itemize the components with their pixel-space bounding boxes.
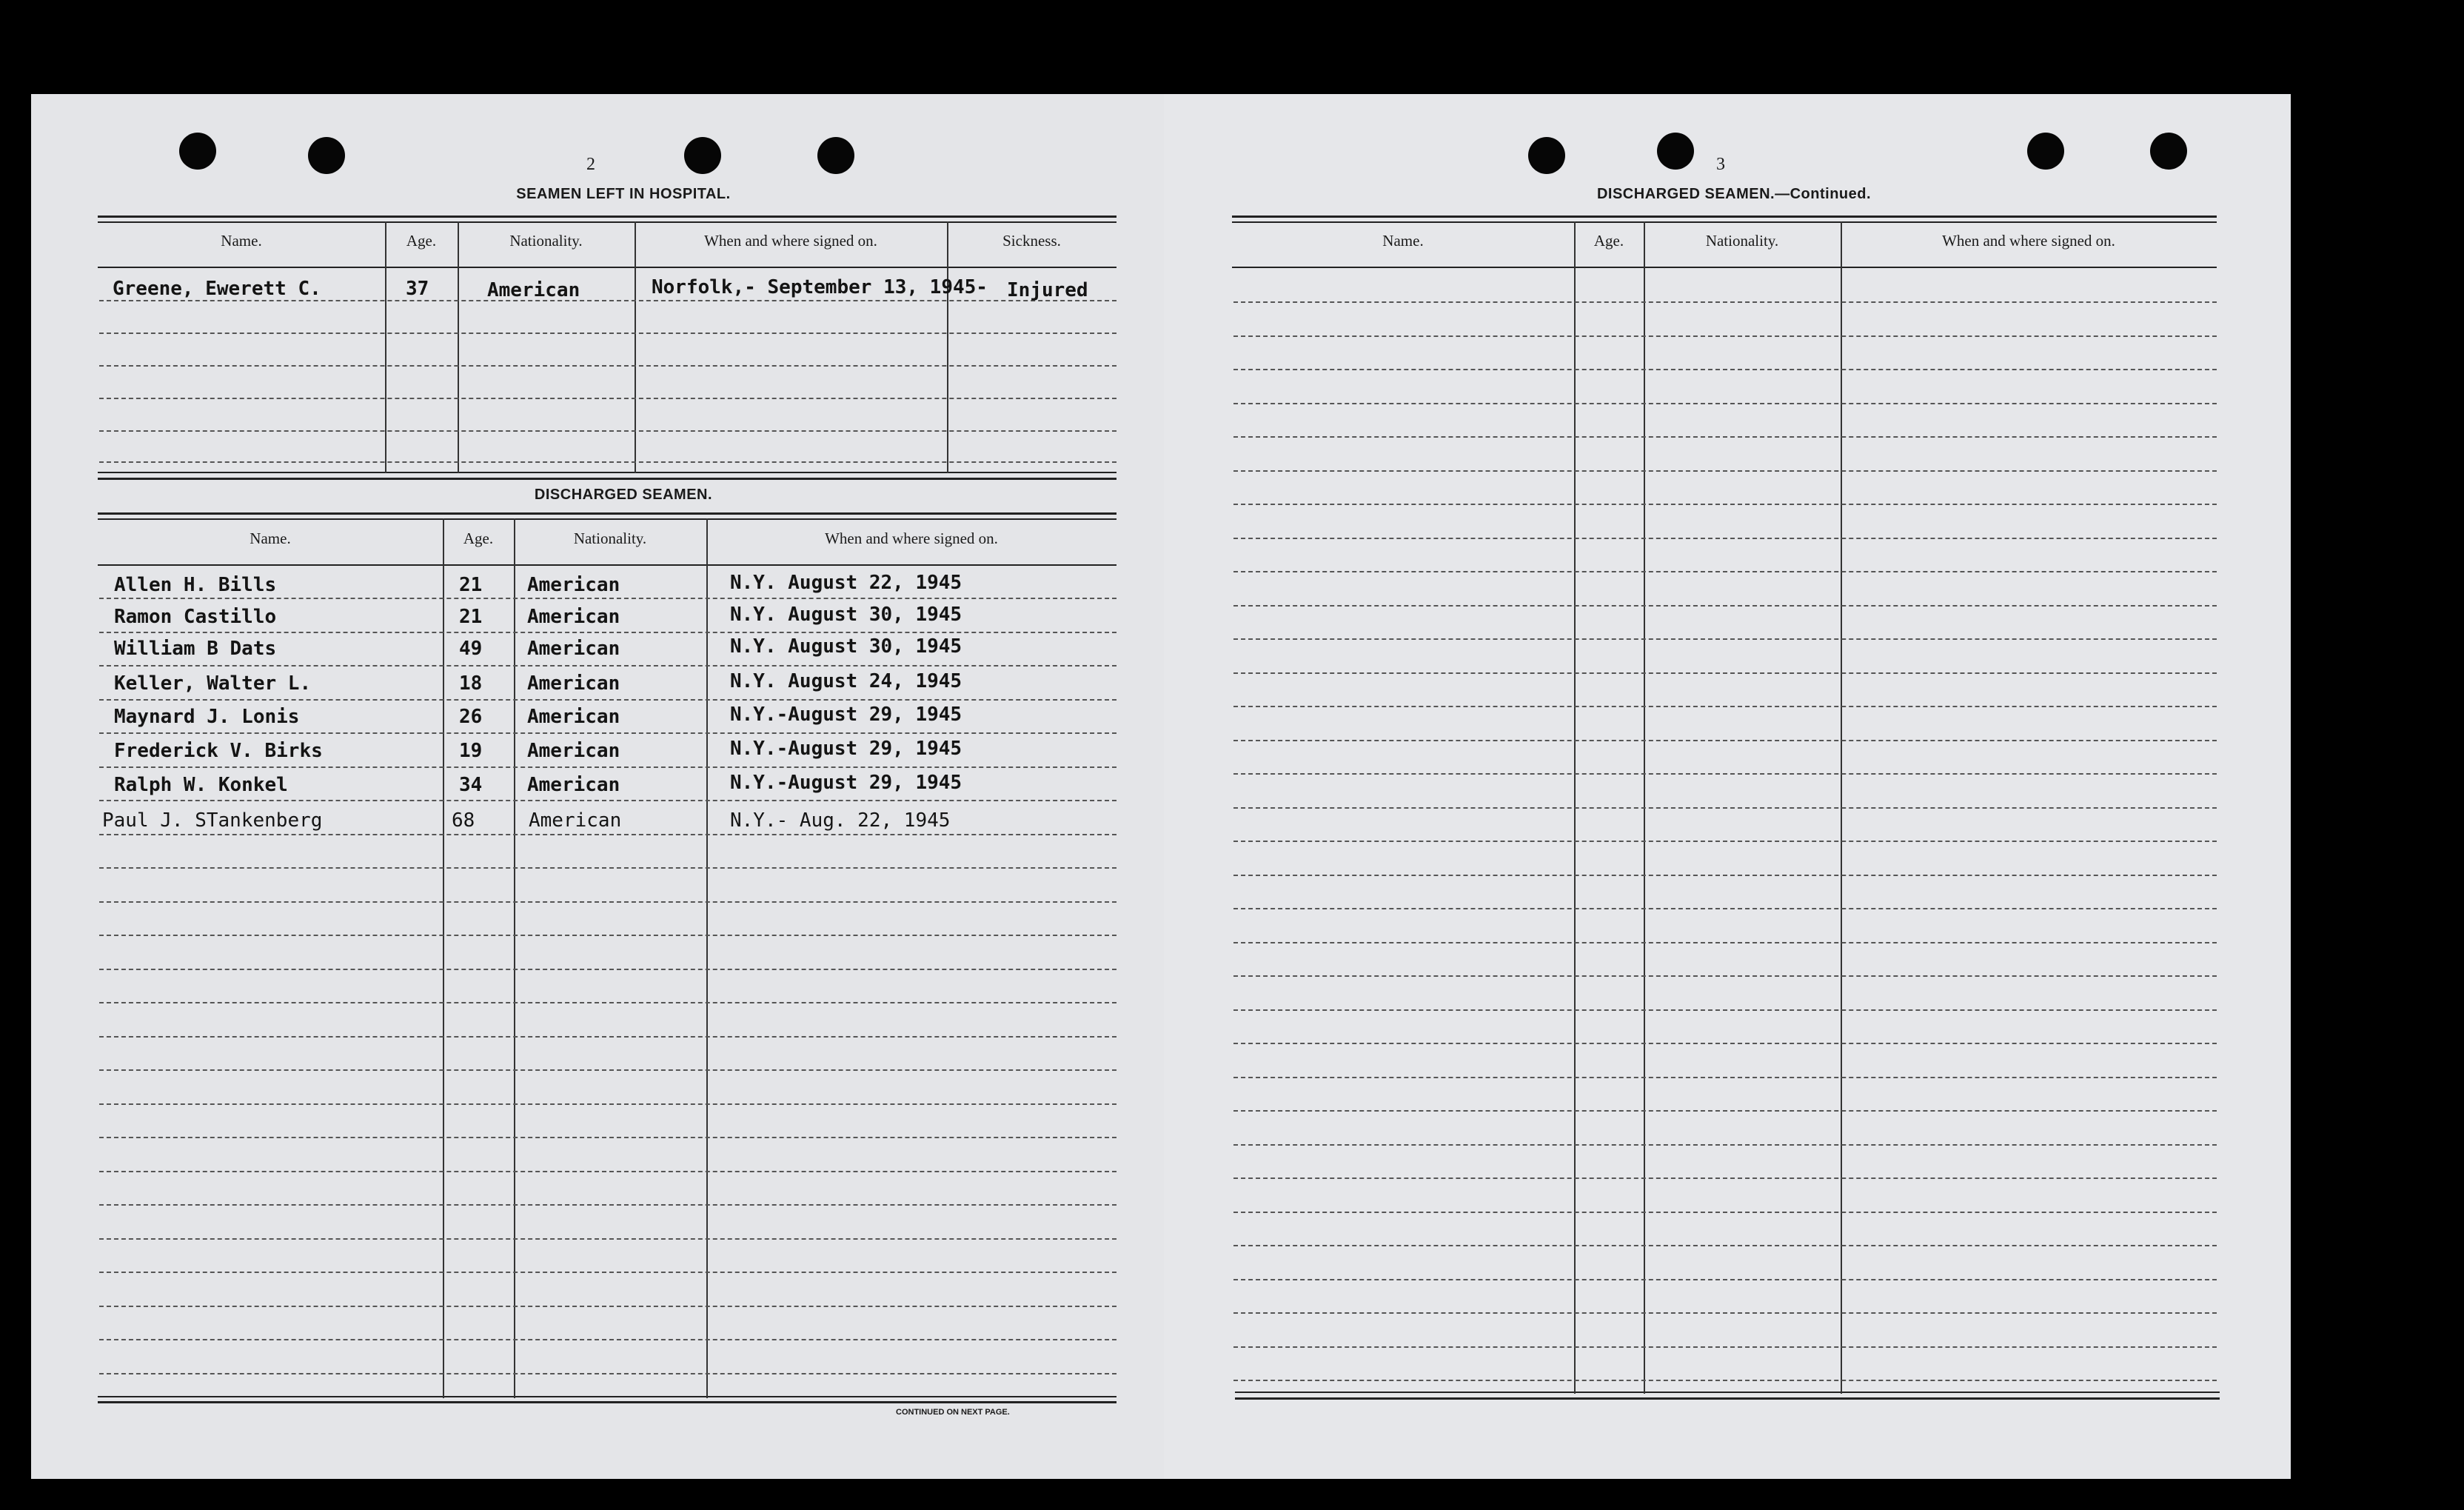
row-signed-on: N.Y.-August 29, 1945 [730, 704, 962, 726]
row-line [99, 1171, 1116, 1172]
right-header-signed-on: When and where signed on. [1942, 232, 2115, 250]
row-line [99, 1238, 1116, 1240]
row-line [1233, 841, 2217, 842]
rule [1235, 1392, 2220, 1393]
row-nationality: American [527, 606, 620, 628]
row-line [1233, 1279, 2217, 1280]
right-header-name: Name. [1382, 232, 1424, 250]
left-page [31, 94, 1164, 1479]
discharged-header-name: Name. [250, 529, 291, 547]
punch-hole-5 [1528, 137, 1565, 174]
column-divider [706, 518, 708, 1398]
row-name: Keller, Walter L. [114, 672, 312, 695]
hospital-header-signed-on: When and where signed on. [704, 232, 877, 250]
page-number: 2 [586, 155, 595, 174]
row-line [1233, 1009, 2217, 1011]
row-line [99, 1306, 1116, 1307]
row-nationality: American [527, 672, 620, 695]
row-signed-on: N.Y.-August 29, 1945 [730, 738, 962, 760]
right-header-age: Age. [1593, 232, 1624, 250]
row-age: 21 [459, 574, 483, 596]
punch-hole-6 [1657, 133, 1694, 170]
row-line [99, 766, 1116, 768]
row-line [99, 834, 1116, 835]
row-signed-on: N.Y. August 30, 1945 [730, 635, 962, 658]
row-line [99, 901, 1116, 903]
row-line [1233, 571, 2217, 572]
row-name: Ramon Castillo [114, 606, 277, 628]
row-line [99, 1002, 1116, 1003]
column-divider [458, 221, 459, 473]
punch-hole-3 [684, 137, 721, 174]
rule [98, 478, 1116, 480]
row-line [99, 632, 1116, 633]
row-line [1233, 301, 2217, 303]
row-line [1233, 1144, 2217, 1146]
row-line [99, 598, 1116, 599]
row-line [1233, 436, 2217, 438]
row-name: Maynard J. Lonis [114, 706, 300, 728]
row-line [1233, 538, 2217, 539]
row-age: 21 [459, 606, 483, 628]
row-signed-on: N.Y.- Aug. 22, 1945 [730, 809, 951, 832]
row-line [1233, 1380, 2217, 1381]
row-line [1233, 975, 2217, 977]
row-line [1233, 773, 2217, 775]
row-line [99, 665, 1116, 667]
rule [98, 518, 1116, 520]
hospital-row-nationality: American [487, 279, 580, 301]
row-line [1233, 1110, 2217, 1112]
row-nationality: American [527, 774, 620, 796]
hospital-row-name: Greene, Ewerett C. [113, 278, 321, 300]
row-nationality: American [527, 574, 620, 596]
row-line [1233, 1312, 2217, 1314]
row-line [99, 333, 1116, 334]
hospital-row-age: 37 [406, 278, 429, 300]
row-signed-on: N.Y. August 22, 1945 [730, 572, 962, 594]
row-line [1233, 1346, 2217, 1348]
row-line [99, 800, 1116, 801]
row-signed-on: N.Y.-August 29, 1945 [730, 772, 962, 794]
row-age: 68 [452, 809, 475, 832]
rule [98, 1401, 1116, 1403]
row-line [99, 699, 1116, 701]
row-name: William B Dats [114, 638, 277, 660]
rule [1232, 216, 2217, 218]
column-divider [947, 221, 948, 473]
discharged-header-age: Age. [463, 529, 494, 547]
row-name: Frederick V. Birks [114, 740, 323, 762]
row-age: 34 [459, 774, 483, 796]
right-page [1164, 94, 2291, 1479]
row-line [1233, 706, 2217, 707]
discharged-header-signed-on: When and where signed on. [825, 529, 998, 547]
rule [98, 216, 1116, 218]
row-line [99, 1069, 1116, 1071]
continued-section-title: DISCHARGED SEAMEN.—Continued. [1596, 186, 1872, 202]
row-line [99, 461, 1116, 463]
column-divider [514, 518, 515, 1398]
row-age: 49 [459, 638, 483, 660]
hospital-header-nationality: Nationality. [509, 232, 583, 250]
row-line [99, 365, 1116, 367]
row-line [1233, 1077, 2217, 1078]
continued-note: CONTINUED ON NEXT PAGE. [896, 1408, 1010, 1417]
punch-hole-8 [2150, 133, 2187, 170]
column-divider [385, 221, 386, 473]
punch-hole-7 [2027, 133, 2064, 170]
rule [1232, 221, 2217, 223]
row-line [1233, 403, 2217, 404]
row-line [1233, 672, 2217, 674]
header-rule [98, 267, 1116, 268]
row-nationality: American [529, 809, 622, 832]
discharged-section-title: DISCHARGED SEAMEN. [534, 487, 713, 503]
right-header-nationality: Nationality. [1705, 232, 1779, 250]
hospital-header-name: Name. [221, 232, 262, 250]
row-line [1233, 504, 2217, 505]
row-line [1233, 1177, 2217, 1179]
hospital-row-sickness: Injured [1007, 279, 1088, 301]
rule [98, 1396, 1116, 1397]
row-line [99, 1103, 1116, 1105]
row-line [1233, 335, 2217, 337]
rule [98, 221, 1116, 223]
row-nationality: American [527, 740, 620, 762]
row-line [1233, 740, 2217, 741]
hospital-header-age: Age. [406, 232, 437, 250]
rule [98, 512, 1116, 515]
row-line [1233, 1212, 2217, 1213]
row-line [1233, 908, 2217, 909]
rule [98, 472, 1116, 473]
row-age: 19 [459, 740, 483, 762]
rule [1235, 1397, 2220, 1400]
punch-hole-1 [179, 133, 216, 170]
row-line [1233, 1043, 2217, 1044]
row-name: Allen H. Bills [114, 574, 277, 596]
row-age: 26 [459, 706, 483, 728]
row-line [1233, 1245, 2217, 1246]
row-name: Ralph W. Konkel [114, 774, 288, 796]
row-line [1233, 807, 2217, 809]
page-number: 3 [1716, 155, 1725, 174]
row-line [99, 1272, 1116, 1273]
row-line [1233, 605, 2217, 607]
row-line [99, 935, 1116, 936]
row-nationality: American [527, 638, 620, 660]
row-line [99, 398, 1116, 399]
column-divider [443, 518, 444, 1398]
hospital-row-signed-on: Norfolk,- September 13, 1945- [652, 276, 988, 298]
row-line [1233, 638, 2217, 640]
row-line [99, 1339, 1116, 1340]
row-line [1233, 875, 2217, 876]
row-line [99, 1204, 1116, 1206]
row-signed-on: N.Y. August 30, 1945 [730, 604, 962, 626]
row-line [1233, 470, 2217, 472]
row-line [99, 1036, 1116, 1038]
header-rule [1232, 267, 2217, 268]
punch-hole-2 [308, 137, 345, 174]
row-signed-on: N.Y. August 24, 1945 [730, 670, 962, 692]
row-line [1233, 369, 2217, 370]
row-line [99, 300, 1116, 301]
row-line [1233, 942, 2217, 943]
row-line [99, 1137, 1116, 1138]
row-line [99, 430, 1116, 432]
hospital-header-sickness: Sickness. [1002, 232, 1061, 250]
column-divider [635, 221, 636, 473]
discharged-header-nationality: Nationality. [573, 529, 647, 547]
row-name: Paul J. STankenberg [102, 809, 323, 832]
hospital-section-title: SEAMEN LEFT IN HOSPITAL. [516, 186, 731, 202]
row-line [99, 867, 1116, 869]
punch-hole-4 [817, 137, 854, 174]
row-line [99, 732, 1116, 734]
row-nationality: American [527, 706, 620, 728]
row-line [99, 969, 1116, 970]
header-rule [98, 564, 1116, 566]
row-line [99, 1373, 1116, 1374]
row-age: 18 [459, 672, 483, 695]
